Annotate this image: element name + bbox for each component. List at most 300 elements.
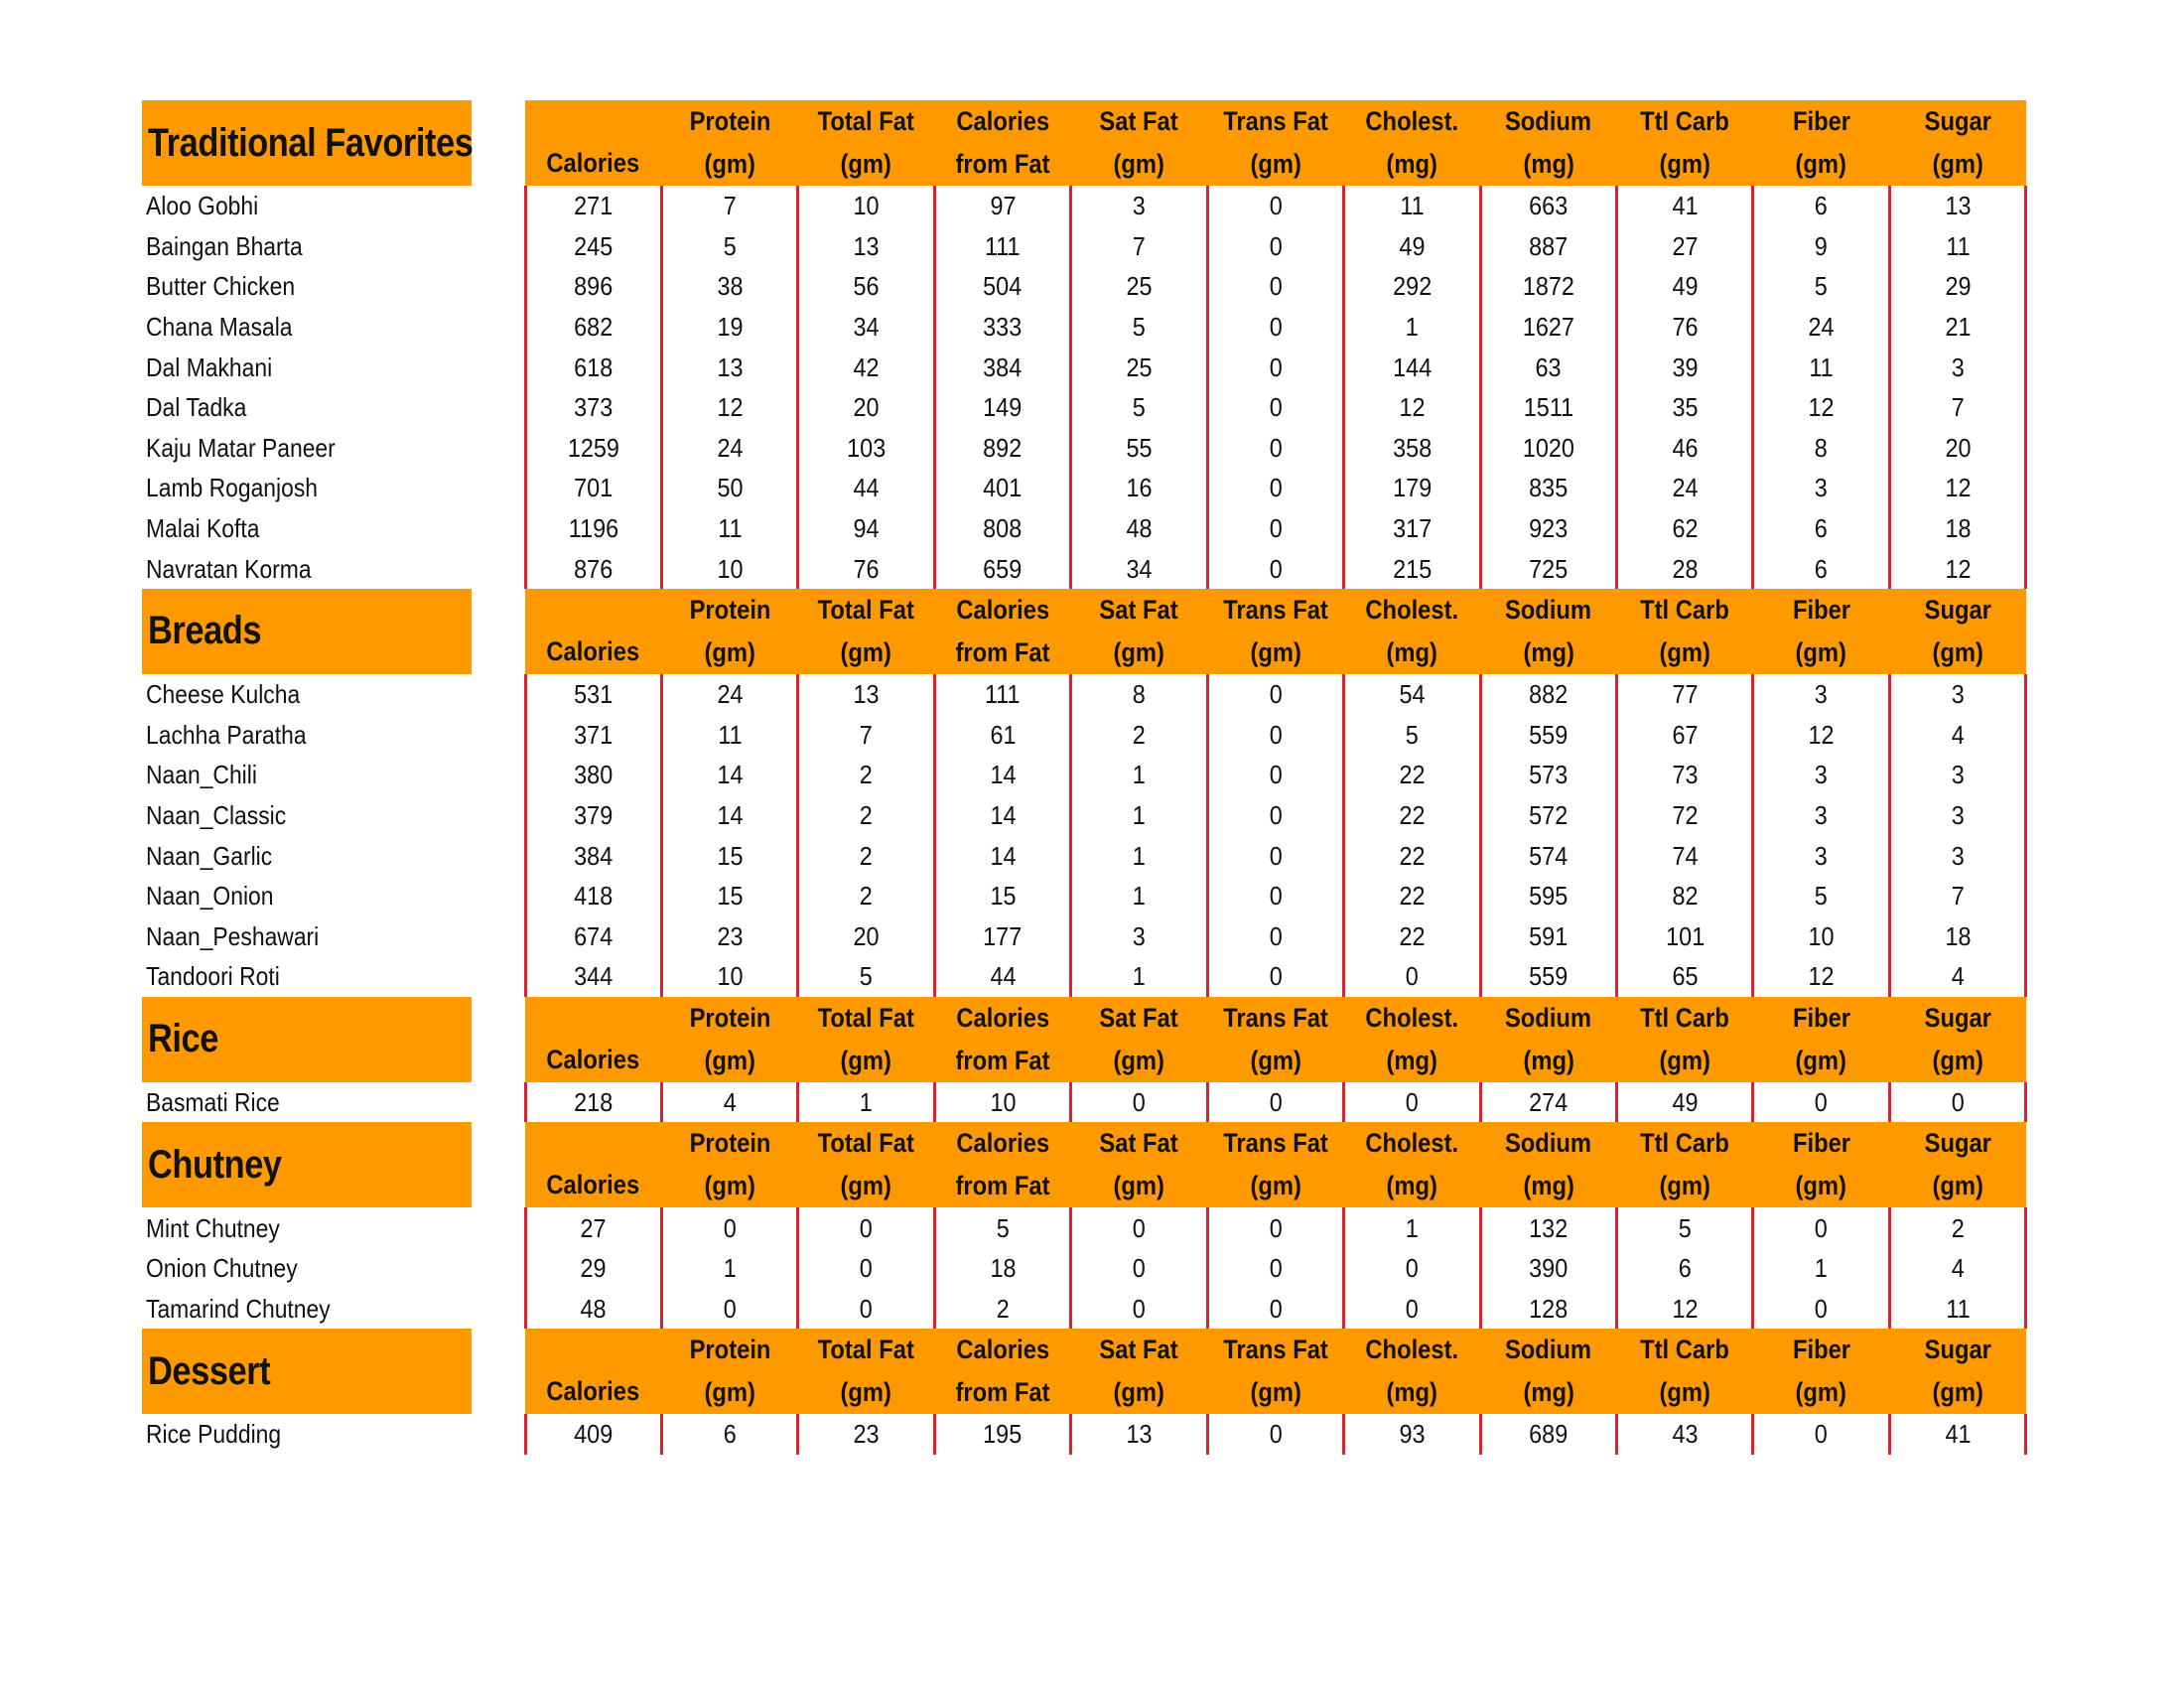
value: 3 xyxy=(1815,679,1829,710)
value-cell xyxy=(934,186,1070,226)
value-cell xyxy=(798,835,934,876)
value: 0 xyxy=(1269,191,1283,221)
column-header xyxy=(934,100,1070,186)
value: 1020 xyxy=(1522,432,1574,463)
value-cell xyxy=(525,876,661,916)
column-header xyxy=(1207,1329,1343,1414)
value: 504 xyxy=(983,271,1023,302)
value-cell xyxy=(525,307,661,348)
column-header xyxy=(1480,997,1616,1082)
value-cell xyxy=(661,508,797,549)
value-cell xyxy=(1889,428,2025,469)
column-header-top: Sat Fat xyxy=(1099,1128,1179,1159)
item-name-cell xyxy=(142,956,525,997)
value-cell xyxy=(1617,468,1753,508)
item-name-cell xyxy=(142,715,525,756)
table-row xyxy=(142,186,2026,226)
column-header xyxy=(661,997,797,1082)
value: 3 xyxy=(1132,920,1146,951)
value-cell xyxy=(1071,428,1207,469)
value-cell xyxy=(1480,1414,1616,1455)
value-cell xyxy=(1753,1207,1889,1248)
value-cell xyxy=(1753,186,1889,226)
column-header-bottom: (gm) xyxy=(840,1377,892,1408)
value: 15 xyxy=(717,881,744,912)
value: 144 xyxy=(1392,352,1432,382)
item-name: Dal Tadka xyxy=(146,392,247,423)
value-cell xyxy=(1071,266,1207,307)
item-name: Kaju Matar Paneer xyxy=(146,432,336,463)
value-cell xyxy=(1480,347,1616,387)
value: 6 xyxy=(1815,191,1829,221)
column-header-top: Ttl Carb xyxy=(1640,594,1730,625)
item-name: Dal Makhani xyxy=(146,352,273,382)
value: 11 xyxy=(1809,352,1834,382)
item-name: Aloo Gobhi xyxy=(146,191,259,221)
column-header xyxy=(798,997,934,1082)
value: 19 xyxy=(717,312,744,343)
value: 663 xyxy=(1529,191,1569,221)
value-cell xyxy=(1889,508,2025,549)
column-header-bottom: (mg) xyxy=(1386,1377,1438,1408)
value: 887 xyxy=(1529,230,1569,261)
value: 48 xyxy=(1126,513,1153,544)
value: 177 xyxy=(983,920,1023,951)
value: 24 xyxy=(1808,312,1835,343)
value: 94 xyxy=(853,513,880,544)
column-header xyxy=(798,589,934,674)
value-cell xyxy=(1344,755,1480,795)
value-cell xyxy=(1344,307,1480,348)
value-cell xyxy=(1617,1248,1753,1289)
value-cell xyxy=(1207,916,1343,957)
value-cell xyxy=(798,916,934,957)
column-header xyxy=(1071,589,1207,674)
item-name-cell xyxy=(142,835,525,876)
column-header-bottom: (gm) xyxy=(704,1045,755,1075)
value: 29 xyxy=(580,1253,607,1284)
value: 0 xyxy=(1132,1253,1146,1284)
column-header xyxy=(661,1122,797,1207)
value: 6 xyxy=(1815,553,1829,584)
value-cell xyxy=(525,387,661,428)
value-cell xyxy=(525,428,661,469)
value-cell xyxy=(525,835,661,876)
value-cell xyxy=(934,1207,1070,1248)
item-name: Tamarind Chutney xyxy=(146,1293,331,1324)
value-cell xyxy=(1753,674,1889,715)
value-cell xyxy=(1480,1288,1616,1329)
value: 49 xyxy=(1399,230,1426,261)
value: 5 xyxy=(1815,271,1829,302)
value-cell xyxy=(525,715,661,756)
value-cell xyxy=(1617,428,1753,469)
column-header xyxy=(1617,1329,1753,1414)
value: 923 xyxy=(1529,513,1569,544)
column-header-bottom: (gm) xyxy=(1113,636,1165,667)
column-header-bottom: (gm) xyxy=(1932,1171,1983,1201)
value-cell xyxy=(661,548,797,589)
value: 149 xyxy=(983,392,1023,423)
item-name: Naan_Onion xyxy=(146,881,274,912)
value-cell xyxy=(1617,226,1753,267)
column-header-top: Fiber xyxy=(1792,594,1850,625)
value: 3 xyxy=(1815,800,1829,831)
value-cell xyxy=(1207,876,1343,916)
value-cell xyxy=(798,428,934,469)
value: 1 xyxy=(1132,840,1146,871)
item-name: Malai Kofta xyxy=(146,513,260,544)
value: 0 xyxy=(1132,1293,1146,1324)
value: 6 xyxy=(723,1419,737,1450)
value: 10 xyxy=(1808,920,1835,951)
value-cell xyxy=(661,916,797,957)
value: 22 xyxy=(1399,920,1426,951)
value: 0 xyxy=(1269,1212,1283,1243)
table-row xyxy=(142,1207,2026,1248)
value: 14 xyxy=(990,760,1017,790)
value: 3 xyxy=(1951,679,1965,710)
column-header xyxy=(1617,1122,1753,1207)
value: 0 xyxy=(1269,881,1283,912)
value: 3 xyxy=(1951,840,1965,871)
value-cell xyxy=(1071,835,1207,876)
column-header-top: Fiber xyxy=(1792,1128,1850,1159)
item-name: Onion Chutney xyxy=(146,1253,298,1284)
value-cell xyxy=(1889,795,2025,836)
value: 48 xyxy=(580,1293,607,1324)
value-cell xyxy=(1753,1248,1889,1289)
value-cell xyxy=(1480,916,1616,957)
value-cell xyxy=(1753,956,1889,997)
table-row xyxy=(142,715,2026,756)
value-cell xyxy=(1480,1248,1616,1289)
value: 574 xyxy=(1529,840,1569,871)
value: 76 xyxy=(1672,312,1699,343)
value: 0 xyxy=(1269,679,1283,710)
column-header-top: Total Fat xyxy=(817,1128,915,1159)
column-header xyxy=(1071,997,1207,1082)
value: 0 xyxy=(723,1212,737,1243)
column-header-bottom: (gm) xyxy=(1932,1377,1983,1408)
value-cell xyxy=(1344,468,1480,508)
value-cell xyxy=(934,715,1070,756)
value: 2 xyxy=(860,800,874,831)
value: 1 xyxy=(1132,800,1146,831)
value-cell xyxy=(525,956,661,997)
value: 618 xyxy=(574,352,614,382)
value-cell xyxy=(798,674,934,715)
value: 0 xyxy=(1269,920,1283,951)
item-name-cell xyxy=(142,1288,525,1329)
value: 44 xyxy=(990,961,1017,992)
value-cell xyxy=(1344,795,1480,836)
value: 0 xyxy=(1269,1293,1283,1324)
column-header-top: Cholest. xyxy=(1365,106,1459,136)
value-cell xyxy=(1344,835,1480,876)
value-cell xyxy=(798,468,934,508)
value: 1 xyxy=(1405,1212,1419,1243)
item-name-cell xyxy=(142,387,525,428)
value: 689 xyxy=(1529,1419,1569,1450)
value: 0 xyxy=(1269,230,1283,261)
value: 21 xyxy=(1945,312,1972,343)
value-cell xyxy=(934,468,1070,508)
value: 179 xyxy=(1392,473,1432,503)
value-cell xyxy=(661,795,797,836)
value: 1872 xyxy=(1522,271,1574,302)
value-cell xyxy=(1071,1414,1207,1455)
table-row xyxy=(142,387,2026,428)
value: 559 xyxy=(1529,961,1569,992)
value-cell xyxy=(798,755,934,795)
column-header-bottom: (gm) xyxy=(840,1171,892,1201)
column-header xyxy=(1753,997,1889,1082)
value: 2 xyxy=(996,1293,1010,1324)
column-header xyxy=(1207,997,1343,1082)
column-header-top: Trans Fat xyxy=(1223,1128,1328,1159)
column-header-bottom: from Fat xyxy=(955,1045,1050,1075)
value-cell xyxy=(1071,186,1207,226)
table-row xyxy=(142,1288,2026,1329)
value-cell xyxy=(1071,468,1207,508)
column-header xyxy=(798,1122,934,1207)
value: 14 xyxy=(990,800,1017,831)
value-cell xyxy=(798,508,934,549)
column-header xyxy=(1344,100,1480,186)
value-cell xyxy=(661,266,797,307)
value-cell xyxy=(1480,956,1616,997)
value: 22 xyxy=(1399,881,1426,912)
value-cell xyxy=(934,307,1070,348)
value-cell xyxy=(1617,1082,1753,1123)
value-cell xyxy=(1480,387,1616,428)
value: 4 xyxy=(1951,719,1965,750)
value-cell xyxy=(1617,916,1753,957)
value-cell xyxy=(661,956,797,997)
value-cell xyxy=(661,387,797,428)
value: 24 xyxy=(717,679,744,710)
value-cell xyxy=(661,835,797,876)
value-cell xyxy=(934,1248,1070,1289)
value-cell xyxy=(1480,307,1616,348)
value-cell xyxy=(1889,226,2025,267)
value: 103 xyxy=(847,432,887,463)
value-cell xyxy=(1617,266,1753,307)
value-cell xyxy=(934,755,1070,795)
value: 20 xyxy=(1945,432,1972,463)
value: 29 xyxy=(1945,271,1972,302)
value-cell xyxy=(661,1414,797,1455)
column-header xyxy=(798,100,934,186)
value: 54 xyxy=(1399,679,1426,710)
table-row xyxy=(142,674,2026,715)
column-header-bottom: (gm) xyxy=(1113,1045,1165,1075)
value-cell xyxy=(798,876,934,916)
value: 0 xyxy=(1269,1253,1283,1284)
value-cell xyxy=(1753,795,1889,836)
item-name-cell xyxy=(142,468,525,508)
value: 27 xyxy=(580,1212,607,1243)
value-cell xyxy=(934,1082,1070,1123)
value-cell xyxy=(934,1288,1070,1329)
value-cell xyxy=(1889,186,2025,226)
column-header xyxy=(934,589,1070,674)
value: 195 xyxy=(983,1419,1023,1450)
value-cell xyxy=(1753,428,1889,469)
item-name: Lamb Roganjosh xyxy=(146,473,318,503)
value-cell xyxy=(525,468,661,508)
value-cell xyxy=(1071,1082,1207,1123)
column-header-top: Sodium xyxy=(1505,1002,1592,1033)
value-cell xyxy=(1480,226,1616,267)
value: 572 xyxy=(1529,800,1569,831)
value-cell xyxy=(1071,876,1207,916)
column-header-top: Calories xyxy=(956,1128,1049,1159)
value: 3 xyxy=(1951,760,1965,790)
value-cell xyxy=(1344,387,1480,428)
value-cell xyxy=(934,548,1070,589)
value-cell xyxy=(1071,715,1207,756)
value: 379 xyxy=(574,800,614,831)
column-header xyxy=(1071,1329,1207,1414)
value: 14 xyxy=(990,840,1017,871)
value: 0 xyxy=(1815,1293,1829,1324)
value-cell xyxy=(1480,1207,1616,1248)
value-cell xyxy=(1753,307,1889,348)
value: 25 xyxy=(1126,271,1153,302)
value-cell xyxy=(1207,1288,1343,1329)
column-header-bottom: (mg) xyxy=(1523,1045,1574,1075)
column-header-bottom: (mg) xyxy=(1523,1377,1574,1408)
value: 4 xyxy=(1951,1253,1965,1284)
column-header-bottom: (mg) xyxy=(1386,636,1438,667)
value-cell xyxy=(798,715,934,756)
column-header-bottom: (gm) xyxy=(1113,149,1165,179)
value-cell xyxy=(525,1082,661,1123)
value: 13 xyxy=(853,230,880,261)
value: 10 xyxy=(717,961,744,992)
value-cell xyxy=(1480,548,1616,589)
item-name-cell xyxy=(142,1248,525,1289)
value: 725 xyxy=(1529,553,1569,584)
value-cell xyxy=(1753,266,1889,307)
value-cell xyxy=(525,1248,661,1289)
value: 22 xyxy=(1399,800,1426,831)
value: 12 xyxy=(1399,392,1426,423)
value: 77 xyxy=(1672,679,1699,710)
value-cell xyxy=(525,916,661,957)
column-header-bottom: Calories xyxy=(546,635,640,666)
value-cell xyxy=(1753,916,1889,957)
value-cell xyxy=(661,715,797,756)
value: 22 xyxy=(1399,760,1426,790)
value: 3 xyxy=(1951,352,1965,382)
column-header xyxy=(1617,100,1753,186)
section-header-row xyxy=(142,589,2026,674)
value-cell xyxy=(1071,548,1207,589)
value-cell xyxy=(1207,674,1343,715)
value-cell xyxy=(1344,548,1480,589)
item-name: Basmati Rice xyxy=(146,1086,280,1117)
column-header-top: Protein xyxy=(689,1128,771,1159)
value-cell xyxy=(798,266,934,307)
value: 5 xyxy=(1132,392,1146,423)
value: 876 xyxy=(574,553,614,584)
item-name: Naan_Peshawari xyxy=(146,920,320,951)
section-title: Rice xyxy=(142,997,472,1082)
value-cell xyxy=(1617,956,1753,997)
column-header-bottom: (gm) xyxy=(1659,149,1710,179)
column-header-bottom: (gm) xyxy=(704,636,755,667)
value: 7 xyxy=(860,719,874,750)
value-cell xyxy=(1889,307,2025,348)
value-cell xyxy=(1617,1207,1753,1248)
value: 13 xyxy=(853,679,880,710)
value-cell xyxy=(1344,715,1480,756)
column-header xyxy=(1344,997,1480,1082)
value: 0 xyxy=(1269,1086,1283,1117)
column-header-bottom: Calories xyxy=(546,148,640,178)
value-cell xyxy=(661,1082,797,1123)
value: 384 xyxy=(983,352,1023,382)
value: 46 xyxy=(1672,432,1699,463)
column-header-bottom: (mg) xyxy=(1386,1171,1438,1201)
value-cell xyxy=(934,916,1070,957)
item-name: Cheese Kulcha xyxy=(146,679,301,710)
column-header-bottom: (gm) xyxy=(1659,1377,1710,1408)
value-cell xyxy=(1071,307,1207,348)
column-header-bottom: (gm) xyxy=(840,149,892,179)
column-header xyxy=(934,1122,1070,1207)
value: 401 xyxy=(983,473,1023,503)
item-name-cell xyxy=(142,755,525,795)
item-name: Tandoori Roti xyxy=(146,961,280,992)
column-header xyxy=(661,589,797,674)
value-cell xyxy=(1071,1248,1207,1289)
value-cell xyxy=(525,795,661,836)
value: 1511 xyxy=(1523,392,1573,423)
value: 7 xyxy=(1132,230,1146,261)
column-header xyxy=(1071,1122,1207,1207)
value: 12 xyxy=(1808,392,1835,423)
value-cell xyxy=(661,226,797,267)
column-header-top: Fiber xyxy=(1792,106,1850,136)
value: 10 xyxy=(717,553,744,584)
value-cell xyxy=(798,1248,934,1289)
value: 43 xyxy=(1672,1419,1699,1450)
value-cell xyxy=(661,1207,797,1248)
value: 56 xyxy=(853,271,880,302)
column-header-top: Protein xyxy=(689,1335,771,1365)
column-header-bottom: (gm) xyxy=(1113,1377,1165,1408)
value-cell xyxy=(1889,715,2025,756)
table-row xyxy=(142,835,2026,876)
item-name: Naan_Garlic xyxy=(146,840,273,871)
value-cell xyxy=(1480,674,1616,715)
value-cell xyxy=(798,387,934,428)
value: 3 xyxy=(1815,840,1829,871)
value: 344 xyxy=(574,961,614,992)
column-header xyxy=(1480,1329,1616,1414)
value: 2 xyxy=(860,840,874,871)
column-header-top: Cholest. xyxy=(1365,1002,1459,1033)
value-cell xyxy=(525,674,661,715)
table-row xyxy=(142,428,2026,469)
table-row xyxy=(142,755,2026,795)
column-header-bottom: (gm) xyxy=(1795,149,1847,179)
item-name: Naan_Classic xyxy=(146,800,287,831)
